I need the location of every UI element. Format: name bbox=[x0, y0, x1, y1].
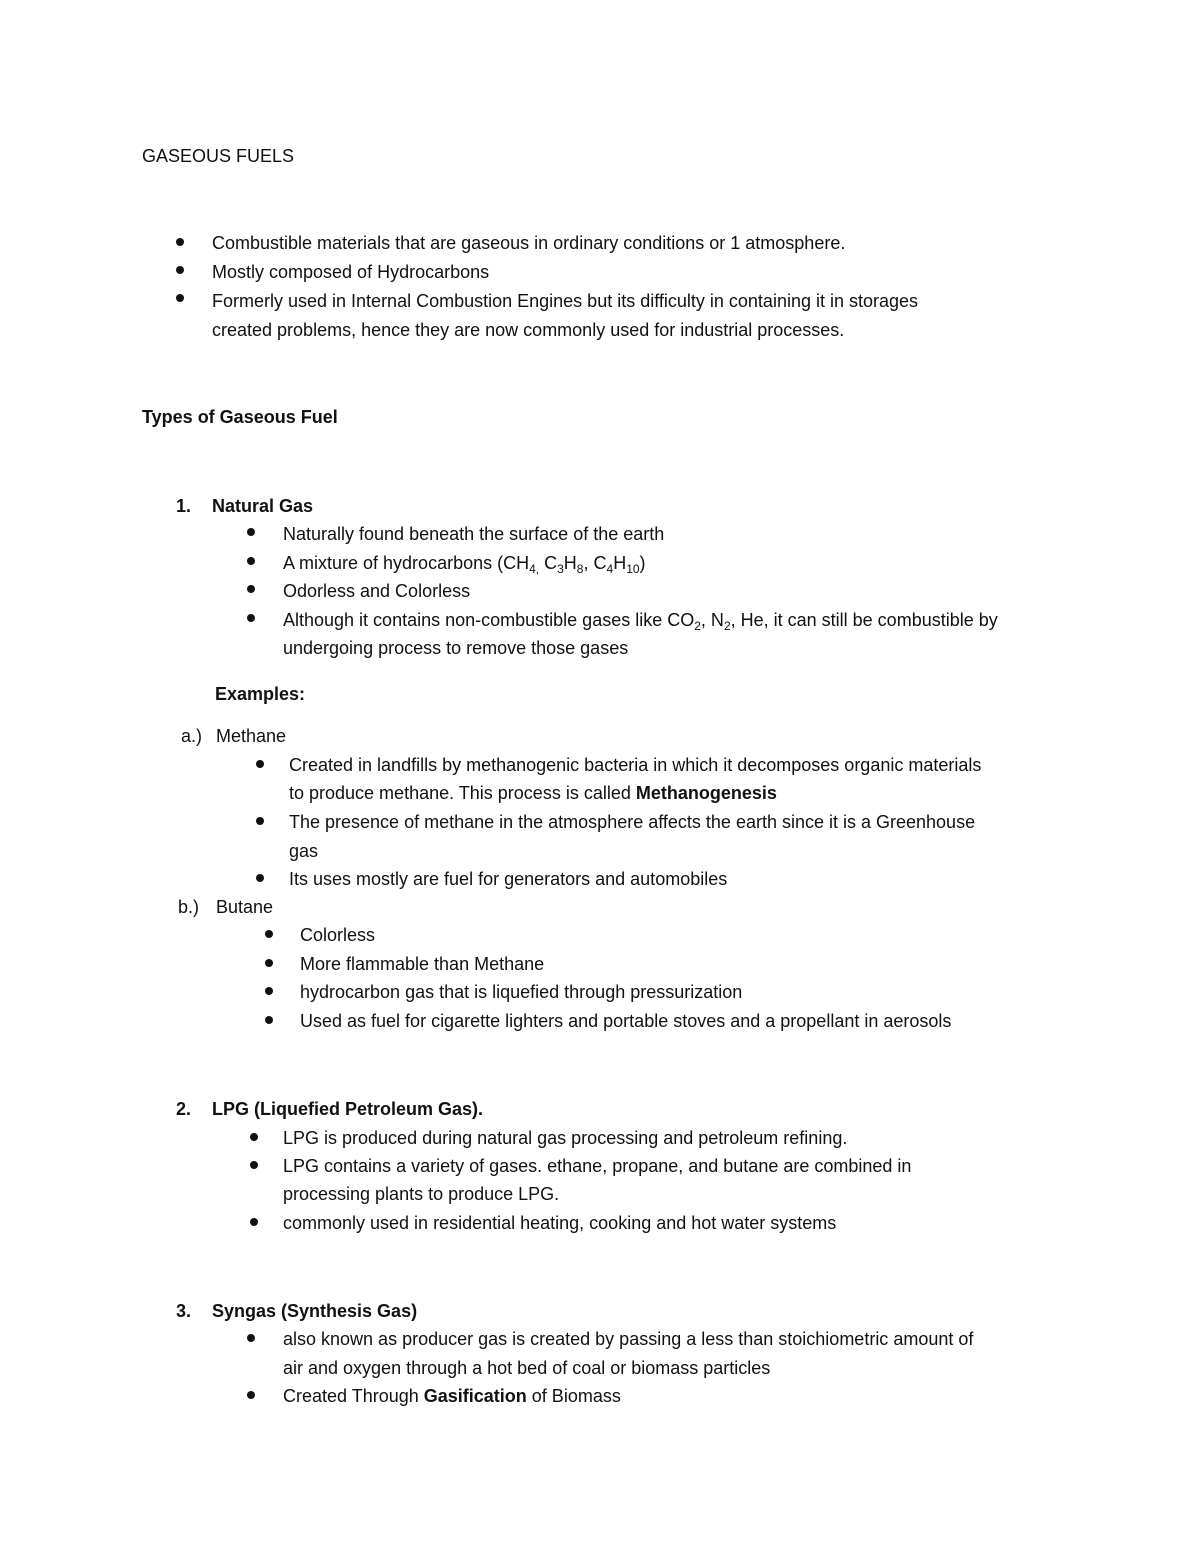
butane-bullet-4: Used as fuel for cigarette lighters and portable stoves and a propellant in aerosols bbox=[300, 1011, 952, 1031]
methane-bullet-2: The presence of methane in the atmosphere affects the earth since it is a Greenhouse bbox=[289, 812, 976, 832]
methane-bullet-3: Its uses mostly are fuel for generators and automobiles bbox=[289, 869, 728, 889]
page-title: GASEOUS FUELS bbox=[142, 146, 295, 166]
butane-bullet-3: hydrocarbon gas that is liquefied through pressurization bbox=[300, 982, 743, 1002]
butane-bullet-2: More flammable than Methane bbox=[300, 954, 545, 974]
syngas-heading: Syngas (Synthesis Gas) bbox=[212, 1301, 418, 1321]
methane-bullet-2-cont: gas bbox=[289, 841, 319, 861]
bullet-icon bbox=[256, 874, 264, 882]
list-number: 1. bbox=[176, 496, 192, 516]
bullet-icon bbox=[250, 1133, 258, 1141]
lpg-bullet-1: LPG is produced during natural gas processing and petroleum refining. bbox=[283, 1128, 848, 1148]
syngas-bullet-1: also known as producer gas is created by passing a less than stoichiometric amount of bbox=[283, 1329, 974, 1349]
natural-gas-bullet-3: Odorless and Colorless bbox=[283, 581, 471, 601]
bullet-icon bbox=[265, 930, 273, 938]
natural-gas-bullet-1: Naturally found beneath the surface of the earth bbox=[283, 524, 665, 544]
intro-bullet-1: Combustible materials that are gaseous in ordinary conditions or 1 atmosphere. bbox=[212, 233, 846, 253]
methane-bullet-1: Created in landfills by methanogenic bacteria in which it decomposes organic materials bbox=[289, 755, 982, 775]
bullet-icon bbox=[247, 1391, 255, 1399]
bullet-icon bbox=[247, 1334, 255, 1342]
methane-heading: Methane bbox=[216, 726, 287, 746]
bullet-icon bbox=[265, 987, 273, 995]
bullet-icon bbox=[247, 528, 255, 536]
natural-gas-bullet-4-cont: undergoing process to remove those gases bbox=[283, 638, 629, 658]
bullet-icon bbox=[265, 959, 273, 967]
list-number: 3. bbox=[176, 1301, 192, 1321]
example-label-b: b.) bbox=[178, 897, 200, 917]
bullet-icon bbox=[247, 585, 255, 593]
bullet-icon bbox=[247, 557, 255, 565]
butane-bullet-1: Colorless bbox=[300, 925, 376, 945]
bullet-icon bbox=[176, 294, 184, 302]
natural-gas-bullet-2: A mixture of hydrocarbons ($CH_{4,}$ $C_3H_8$, $C_4H_{10}$) bbox=[283, 553, 646, 576]
examples-label: Examples: bbox=[215, 684, 306, 704]
intro-bullet-3: Formerly used in Internal Combustion Engines but its difficulty in containing it in storages bbox=[212, 291, 919, 311]
intro-bullet-3-cont: created problems, hence they are now commonly used for industrial processes. bbox=[212, 320, 845, 340]
bullet-icon bbox=[176, 238, 184, 246]
natural-gas-bullet-4: Although it contains non-combustible gases like $CO_2$, $N_2$, He, it can still be combustible by bbox=[283, 610, 998, 633]
bullet-icon bbox=[265, 1016, 273, 1024]
bullet-icon bbox=[256, 817, 264, 825]
intro-bullet-2: Mostly composed of Hydrocarbons bbox=[212, 262, 490, 282]
methane-bullet-1-cont: to produce methane. This process is called Methanogenesis bbox=[289, 783, 777, 803]
lpg-heading: LPG (Liquefied Petroleum Gas). bbox=[212, 1099, 484, 1119]
lpg-bullet-3: commonly used in residential heating, cooking and hot water systems bbox=[283, 1213, 837, 1233]
bullet-icon bbox=[250, 1161, 258, 1169]
example-label-a: a.) bbox=[181, 726, 203, 746]
lpg-bullet-2: LPG contains a variety of gases. ethane, propane, and butane are combined in bbox=[283, 1156, 912, 1176]
bullet-icon bbox=[256, 760, 264, 768]
syngas-bullet-2: Created Through Gasification of Biomass bbox=[283, 1386, 621, 1406]
bullet-icon bbox=[247, 614, 255, 622]
list-number: 2. bbox=[176, 1099, 192, 1119]
natural-gas-heading: Natural Gas bbox=[212, 496, 314, 516]
bullet-icon bbox=[250, 1218, 258, 1226]
syngas-bullet-1-cont: air and oxygen through a hot bed of coal or biomass particles bbox=[283, 1358, 771, 1378]
lpg-bullet-2-cont: processing plants to produce LPG. bbox=[283, 1184, 560, 1204]
section-heading: Types of Gaseous Fuel bbox=[142, 407, 338, 427]
bullet-icon bbox=[176, 266, 184, 274]
butane-heading: Butane bbox=[216, 897, 274, 917]
